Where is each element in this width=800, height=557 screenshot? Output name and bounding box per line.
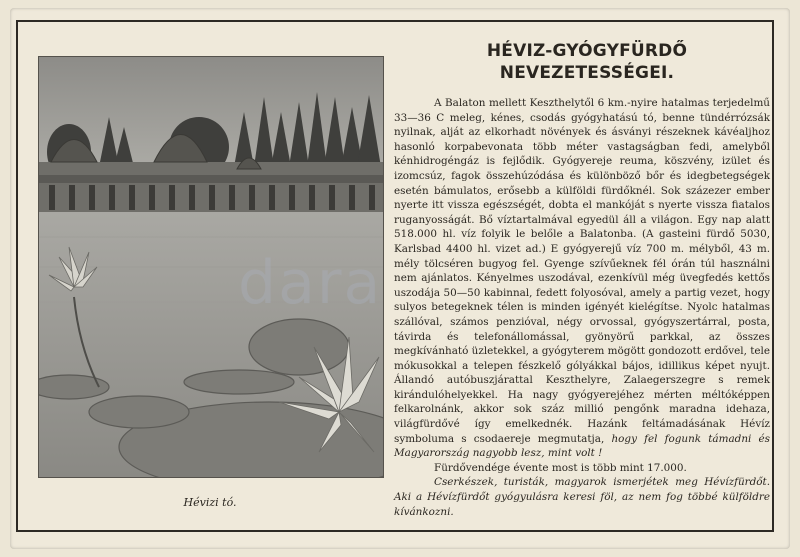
page-title <box>392 40 782 84</box>
title-line-1: HÉVIZ-GYÓGYFÜRDŐ <box>486 41 688 61</box>
visitors-paragraph: Fürdővendége évente most is több mint 17.000. <box>434 461 687 474</box>
closing-paragraph: Cserkészek, turisták, magyarok ismerjétek meg Hévízfürdőt. Aki a Hévízfürdőt gyógyulásra keresi föl, az nem fog többé külföldre kívánkozni. <box>394 476 770 518</box>
main-paragraph-italic: hogy fel fogunk támadni és Magyarország nagyobb lesz, mint volt ! <box>394 432 770 460</box>
main-paragraph <box>394 96 770 461</box>
lake-illustration <box>39 57 383 477</box>
heviz-lake-photo <box>38 56 384 478</box>
title-line-2: NEVEZETESSÉGEI. <box>499 63 675 83</box>
photo-caption: Hévizi tó. <box>183 496 237 509</box>
main-paragraph-text: A Balaton mellett Keszthelytől 6 km.-nyire hatalmas terjedelmű 33—36 C meleg, kénes, csodás gyógyhatású tó, benne tündérrózsák nyilnak, alját az elkorhadt növények és ásványi részeknek kávéaljhoz hasonló korpabevonata több méter vastagságban fedi, amelyből kénhidrogéngáz is fejlődik. Gyógyereje reuma, köszvény, izület és izomcsúz, fagok összehúzódása és különböző bőr és idegbetegségek esetén bámulatos, erősebb a külföldi fürdőknél. Sok százezer ember nyerte itt vissza egészségét, dobta el mankóját s nyerte vissza fiatalos ruganyosságát. Bő víztartalmával egyedül áll a világon. Egy nap alatt 518.000 hl. víz folyik le belőle a Balatonba. (A gasteini fürdő 5030, Karlsbad 4400 hl. vizet ad.) E gyógyerejű víz 700 m. mélyből, 43 m. mély tölcséren bugyog fel. Gyenge szívűeknek fél órán túl használni nem ajánlatos. Kényelmes uszodával, ezenkívül még üvegfedés kettős uszodája 50—50 kabinnal, fedett folyosóval, amely a partig vezet, hogy sulyos betegeknek télen is minden igényét kielégítse. Nyolc hatalmas szállóval, számos penzióval, négy orvossal, gyógyszertárral, posta, távirda és telefonállomással, gyönyörű parkkal, az összes megkívánható üzletekkel, a gyógyterem mögött gondozott erdővel, tele mókusokkal a telepen fészkelő gólyákkal bájos, idillikus képet nyujt. Állandó autóbuszjárattal Keszthelyre, Zalaegerszegre s remek kirándulóhelyekkel. Ha nagy gyógyerejéhez mérten méltóképpen felkarolnánk, akkor sok száz millió pengőnk maradna idehaza, világfürdővé így emelkednék. Hazánk feltámadásának Hévíz symboluma s csodaereje megmutatja, <box>394 97 771 445</box>
description-text <box>394 96 770 519</box>
watermark: dara <box>238 248 383 318</box>
